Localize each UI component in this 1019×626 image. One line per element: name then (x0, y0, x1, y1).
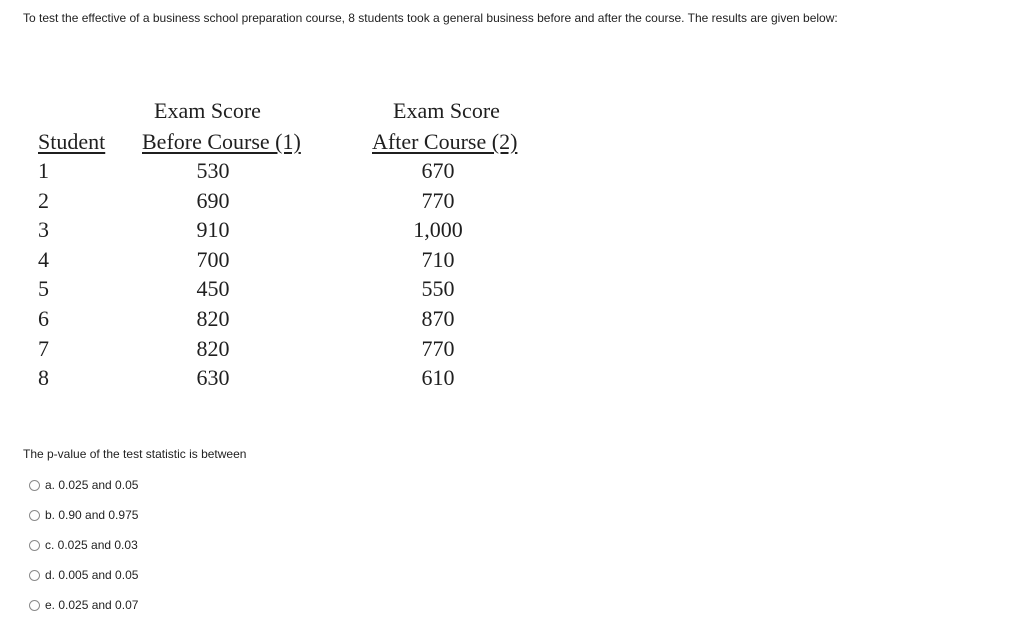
answer-option[interactable] (29, 566, 138, 584)
radio-button[interactable] (29, 480, 40, 491)
header-after-line1: Exam Score (393, 98, 500, 123)
cell-student: 7 (38, 335, 49, 361)
cell-before: 700 (196, 246, 230, 272)
cell-after: 550 (421, 276, 455, 302)
header-before-line2: Before Course (1) (142, 129, 301, 154)
cell-after: 870 (421, 306, 455, 331)
cell-before: 820 (196, 335, 230, 361)
cell-before: 450 (196, 276, 230, 302)
header-student: Student (38, 129, 106, 154)
cell-student: 8 (38, 365, 49, 391)
cell-student: 1 (38, 158, 49, 183)
option-label: a. 0.025 and 0.05 (45, 478, 139, 492)
radio-button[interactable] (29, 510, 40, 521)
answer-option[interactable] (29, 536, 138, 554)
cell-before: 530 (196, 158, 230, 183)
radio-button[interactable] (29, 600, 40, 611)
cell-after: 610 (421, 365, 455, 391)
answer-option[interactable] (29, 596, 138, 614)
option-label: e. 0.025 and 0.07 (45, 598, 139, 612)
cell-before: 630 (196, 365, 230, 391)
option-label: c. 0.025 and 0.03 (45, 538, 138, 552)
answer-option[interactable] (29, 506, 138, 524)
problem-statement: To test the effective of a business school preparation course, 8 students took a general business before and after the course. The results are given below: (23, 11, 838, 25)
cell-after: 710 (421, 246, 455, 272)
cell-student: 6 (38, 306, 49, 331)
cell-after: 1,000 (413, 217, 463, 243)
cell-before: 820 (196, 306, 230, 331)
header-before-line1: Exam Score (154, 98, 261, 123)
exam-score-table (38, 98, 558, 398)
cell-before: 910 (196, 217, 230, 243)
cell-before: 690 (196, 187, 230, 213)
cell-student: 3 (38, 217, 49, 243)
cell-student: 2 (38, 187, 49, 213)
cell-after: 670 (421, 158, 455, 183)
question-text: The p-value of the test statistic is between (23, 447, 247, 461)
radio-button[interactable] (29, 570, 40, 581)
header-after-line2: After Course (2) (372, 129, 518, 154)
cell-after: 770 (421, 335, 455, 361)
answer-option[interactable] (29, 476, 138, 494)
cell-student: 4 (38, 246, 49, 272)
cell-after: 770 (421, 187, 455, 213)
option-label: b. 0.90 and 0.975 (45, 508, 139, 522)
cell-student: 5 (38, 276, 49, 302)
radio-button[interactable] (29, 540, 40, 551)
option-label: d. 0.005 and 0.05 (45, 568, 139, 582)
